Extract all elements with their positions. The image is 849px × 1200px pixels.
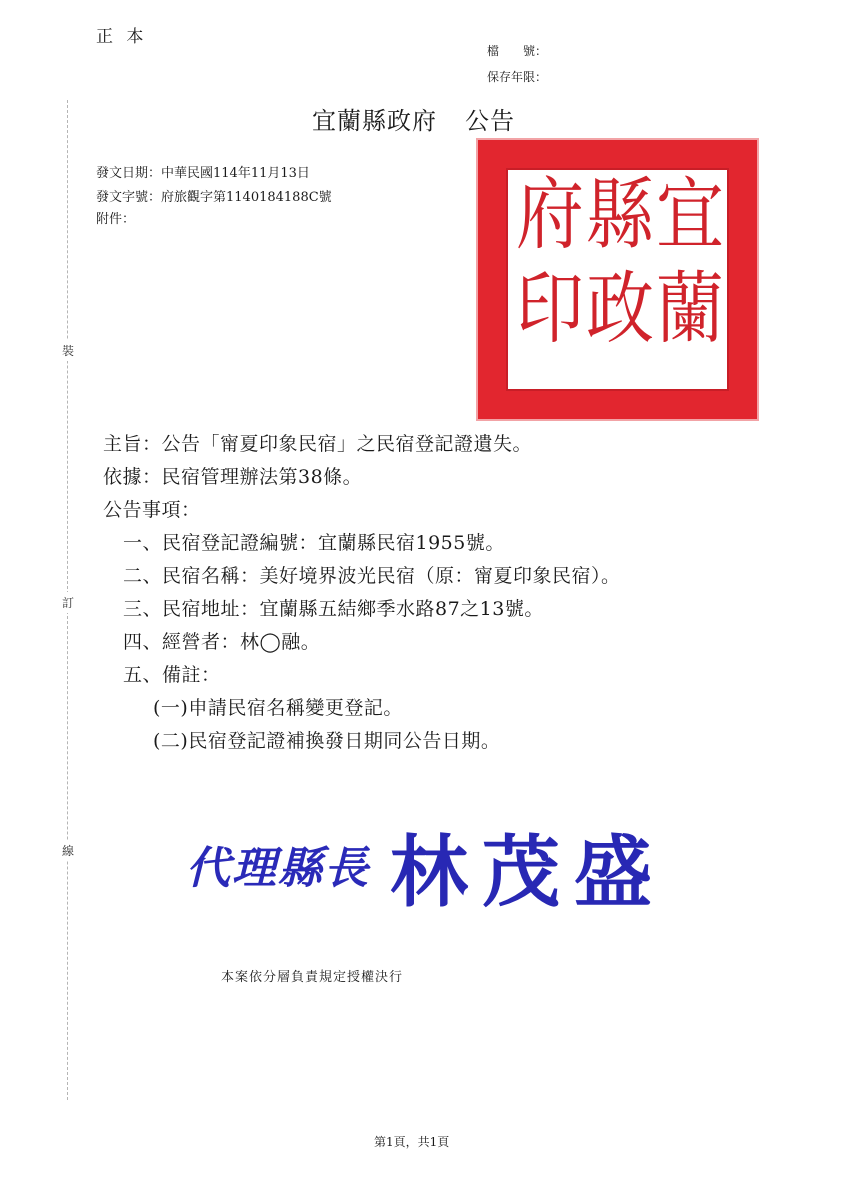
announcement-item: 一、民宿登記證編號：宜蘭縣民宿1955號。 xyxy=(123,532,505,554)
binding-char-line: 線 xyxy=(61,840,75,861)
issue-date: 發文日期：中華民國114年11月13日 xyxy=(96,166,310,181)
signature-title: 代理縣長 xyxy=(186,843,370,894)
official-seal xyxy=(476,138,759,421)
remark-note: (二)民宿登記證補換發日期同公告日期。 xyxy=(153,730,501,752)
subject-line: 主旨：公告「甯夏印象民宿」之民宿登記證遺失。 xyxy=(103,433,533,455)
document-type: 公告 xyxy=(465,107,515,135)
announcement-items-heading: 公告事項： xyxy=(103,499,201,521)
seal-character: 宜 xyxy=(656,170,725,261)
remark-note: (一)申請民宿名稱變更登記。 xyxy=(153,697,403,719)
page-number: 第1頁，共1頁 xyxy=(374,1135,450,1149)
announcement-item: 四、經營者：林◯融。 xyxy=(123,631,321,653)
announcement-item: 三、民宿地址：宜蘭縣五結鄉季水路87之13號。 xyxy=(123,598,544,620)
authorization-note: 本案依分層負責規定授權決行 xyxy=(221,970,404,985)
seal-character: 印 xyxy=(516,264,585,355)
announcement-item: 二、民宿名稱：美好境界波光民宿（原：甯夏印象民宿）。 xyxy=(123,565,621,587)
retention-period-label: 保存年限： xyxy=(487,70,548,84)
document-reference-number: 發文字號：府旅觀字第1140184188C號 xyxy=(96,190,332,205)
document-title xyxy=(312,101,515,136)
agency-name: 宜蘭縣政府 xyxy=(312,107,437,135)
basis-line: 依據：民宿管理辦法第38條。 xyxy=(103,466,363,488)
attachment-label: 附件： xyxy=(96,212,136,227)
seal-inner-frame xyxy=(506,168,729,391)
signature-name: 林茂盛 xyxy=(390,827,667,918)
announcement-item: 五、備註： xyxy=(123,664,221,686)
binding-char-bind: 裝 xyxy=(61,340,75,361)
binding-char-staple: 訂 xyxy=(61,592,75,613)
copy-type-label: 正 本 xyxy=(96,27,148,47)
seal-character: 府 xyxy=(516,170,585,261)
file-number-label: 檔 號： xyxy=(487,44,548,58)
seal-character: 蘭 xyxy=(656,264,725,355)
seal-character: 縣 xyxy=(586,170,655,261)
seal-character: 政 xyxy=(586,264,655,355)
